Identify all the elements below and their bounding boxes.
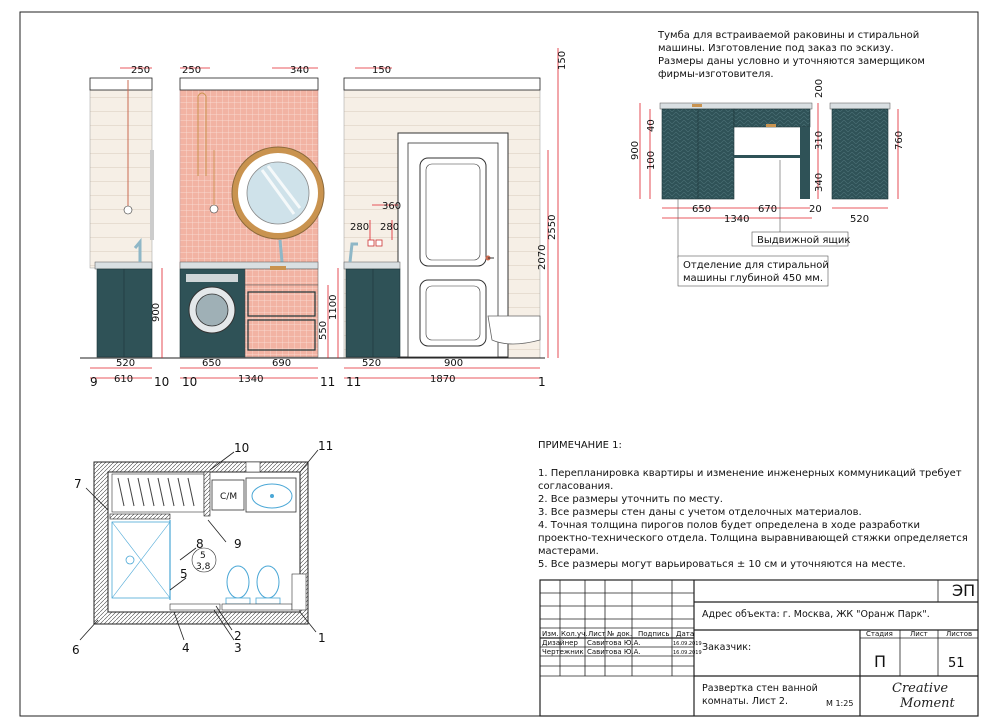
cabinet-desc-line-2: машины. Изготовление под заказ по эскизу. bbox=[658, 43, 894, 54]
washer-label: С/М bbox=[220, 492, 238, 502]
axis-9: 9 bbox=[90, 375, 98, 389]
tb-row2-date: 16.09.2019 bbox=[673, 650, 702, 656]
axis-11b: 11 bbox=[346, 375, 362, 389]
notes-line-7: мастерами. bbox=[538, 546, 599, 557]
washer-callout-line-2: машины глубиной 450 мм. bbox=[683, 273, 824, 284]
plan-marker-1: 1 bbox=[318, 631, 326, 645]
dim-bottom-1: 520 bbox=[116, 358, 136, 369]
tb-h-list: Лист bbox=[588, 630, 606, 638]
tb-row2-role: Чертежник bbox=[542, 648, 584, 656]
cab-dim-900: 900 bbox=[630, 140, 641, 160]
notes-line-6: проектно-технического отдела. Толщина выравнивающей стяжки определяется bbox=[538, 533, 968, 544]
cab-dim-310: 310 bbox=[814, 130, 825, 150]
room-number: 5 bbox=[200, 551, 206, 561]
dim-top-4: 150 bbox=[372, 65, 392, 76]
plan-marker-10: 10 bbox=[234, 441, 250, 455]
cabinet-desc-line-3: Размеры даны условно и уточняются замерщиком bbox=[658, 56, 925, 67]
notes-line-8: 5. Все размеры могут варьироваться ± 10 см и уточняются на месте. bbox=[538, 559, 906, 570]
dim-v-2070: 2070 bbox=[537, 244, 548, 270]
notes-title: ПРИМЕЧАНИЕ 1: bbox=[538, 440, 622, 451]
cab-dim-520: 520 bbox=[850, 214, 870, 225]
tb-h-doc: № док. bbox=[607, 630, 633, 638]
tb-sheets-value: 51 bbox=[948, 656, 965, 671]
dim-top-1: 250 bbox=[131, 65, 151, 76]
axis-1: 1 bbox=[538, 375, 546, 389]
elevation-wall-11-1 bbox=[344, 78, 540, 358]
tb-row1-name: Савитова Ю.А. bbox=[587, 639, 641, 647]
cab-dim-650: 650 bbox=[692, 204, 712, 215]
notes-line-4: 3. Все размеры стен даны с учетом отделочных материалов. bbox=[538, 507, 862, 518]
room-area: 3,8 bbox=[196, 562, 211, 572]
dim-v-2550: 2550 bbox=[547, 214, 558, 240]
tb-row1-date: 16.09.2019 bbox=[673, 641, 702, 647]
dim-v-150: 150 bbox=[557, 50, 568, 70]
plan-marker-8: 8 bbox=[196, 537, 204, 551]
dim-v-900: 900 bbox=[151, 302, 162, 322]
axis-10b: 10 bbox=[182, 375, 198, 389]
dim-bottom-6: 520 bbox=[362, 358, 382, 369]
elevation-wall-10-11 bbox=[180, 78, 324, 357]
notes-line-2: согласования. bbox=[538, 481, 614, 492]
cab-dim-760: 760 bbox=[894, 130, 905, 150]
cabinet-desc-line-1: Тумба для встраиваемой раковины и стиральной bbox=[658, 30, 920, 41]
plan-marker-5: 5 bbox=[180, 567, 188, 581]
cab-dim-40: 40 bbox=[646, 119, 657, 132]
dim-top-3: 340 bbox=[290, 65, 310, 76]
notes-line-5: 4. Точная толщина пирогов полов будет определена в ходе разработки bbox=[538, 520, 921, 531]
cab-dim-200: 200 bbox=[814, 78, 825, 98]
dim-v-550: 550 bbox=[318, 320, 329, 340]
dim-bottom-7: 900 bbox=[444, 358, 464, 369]
dim-bottom-8: 1870 bbox=[430, 374, 456, 385]
axis-11a: 11 bbox=[320, 375, 336, 389]
plan-marker-11: 11 bbox=[318, 439, 334, 453]
plan-marker-6: 6 bbox=[72, 643, 80, 657]
tb-address: Адрес объекта: г. Москва, ЖК "Оранж Парк". bbox=[702, 609, 930, 620]
plan-marker-7: 7 bbox=[74, 477, 82, 491]
tb-h-koluch: Кол.уч. bbox=[561, 630, 588, 638]
dim-bottom-2: 610 bbox=[114, 374, 134, 385]
cab-dim-20: 20 bbox=[809, 204, 822, 215]
cab-dim-340: 340 bbox=[814, 172, 825, 192]
elevation-wall-9-10 bbox=[90, 78, 154, 357]
tb-code: ЭП bbox=[952, 581, 976, 600]
plan-marker-9: 9 bbox=[234, 537, 242, 551]
tb-row2-name: Савитова Ю.А. bbox=[587, 648, 641, 656]
tb-row1-role: Дизайнер bbox=[542, 639, 578, 647]
dim-v-1100: 1100 bbox=[328, 294, 339, 320]
tb-stage-label: Стадия bbox=[866, 630, 893, 638]
tb-stage-value: П bbox=[874, 652, 887, 671]
tb-sheets-label: Листов bbox=[946, 630, 973, 638]
tb-sheet-label: Лист bbox=[910, 630, 928, 638]
plan-marker-4: 4 bbox=[182, 641, 190, 655]
logo-line-2: Moment bbox=[900, 696, 955, 711]
cab-dim-670: 670 bbox=[758, 204, 778, 215]
drawer-callout: Выдвижной ящик bbox=[757, 235, 851, 246]
cab-dim-1340: 1340 bbox=[724, 214, 750, 225]
tb-h-izm: Изм. bbox=[542, 630, 559, 638]
cabinet-front-view bbox=[660, 103, 812, 199]
dim-280a: 280 bbox=[350, 222, 370, 233]
axis-10a: 10 bbox=[154, 375, 170, 389]
tb-sheet-title-1: Развертка стен ванной bbox=[702, 683, 818, 694]
tb-sheet-title-2: комнаты. Лист 2. bbox=[702, 696, 788, 707]
notes-line-1: 1. Перепланировка квартиры и изменение инженерных коммуникаций требует bbox=[538, 468, 962, 479]
logo-line-1: Creative bbox=[892, 681, 949, 696]
tb-customer: Заказчик: bbox=[702, 642, 752, 653]
plan-marker-2: 2 bbox=[234, 629, 242, 643]
cab-dim-100: 100 bbox=[646, 150, 657, 170]
dim-bottom-4: 690 bbox=[272, 358, 292, 369]
dim-bottom-5: 1340 bbox=[238, 374, 264, 385]
tb-scale: М 1:25 bbox=[826, 699, 854, 708]
tb-h-sign: Подпись bbox=[638, 630, 670, 638]
washer-callout-line-1: Отделение для стиральной bbox=[683, 260, 829, 271]
notes-block bbox=[538, 440, 968, 570]
dim-360: 360 bbox=[382, 201, 402, 212]
notes-line-3: 2. Все размеры уточнить по месту. bbox=[538, 494, 723, 505]
dim-280b: 280 bbox=[380, 222, 400, 233]
cabinet-description bbox=[657, 30, 925, 80]
dim-top-2: 250 bbox=[182, 65, 202, 76]
cabinet-desc-line-4: фирмы-изготовителя. bbox=[658, 69, 774, 80]
cabinet-side-view bbox=[830, 103, 890, 199]
plan-marker-3: 3 bbox=[234, 641, 242, 655]
dim-bottom-3: 650 bbox=[202, 358, 222, 369]
tb-h-date: Дата bbox=[676, 630, 695, 638]
